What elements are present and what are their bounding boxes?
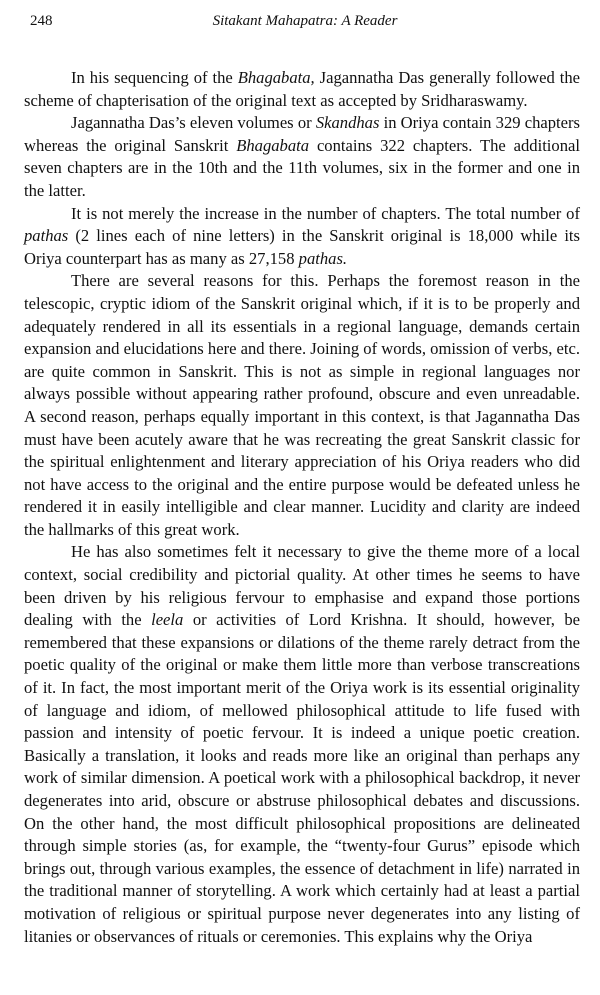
book-title: Sitakant Mahapatra: A Reader [212, 13, 398, 29]
paragraph [24, 270, 580, 541]
italic-text-run: leela [151, 610, 184, 630]
page-number: 248 [30, 13, 53, 29]
italic-text-run: pathas [24, 226, 69, 246]
text-run: Jagannatha Das’s eleven volumes or [71, 113, 316, 133]
paragraph [24, 541, 580, 948]
running-head [30, 9, 580, 33]
italic-text-run: pathas. [298, 248, 348, 268]
italic-text-run: Bhagabata, [237, 68, 315, 87]
paragraph [24, 203, 580, 271]
text-run: In his sequencing of the [71, 68, 238, 87]
text-run: contains 322 chapters. The additional seven chapters are in the 10th and the 11th volumes, six in the former and one in the latter. [24, 135, 580, 200]
text-run: Jagannatha Das generally followed the scheme of chapterisation of the original text as accepted by Sridharaswamy. [24, 68, 580, 110]
italic-text-run: Skandhas [315, 113, 380, 133]
text-run: or activities of Lord Krishna. It should, however, be remembered that these expansions or dilations of the theme rarely detract from the poetic quality of the original or make them little more than verbose transcreations of it. In fact, the most important merit of the Oriya work is its essential originality of language and idiom, of mellowed philosophical attitude to life fused with passion and intensity of poetic fervour. It is indeed a unique poetic creation. Basically a translation, it looks and reads more like an original than perhaps any work of similar dimension. A poetical work with a philosophical backdrop, it never degenerates into arid, obscure or abstruse philosophical debates and discussions. On the other hand, the most difficult philosophical propositions are delineated through simple stories (as, for example, the “twenty-four Gurus” episode which brings out, through various examples, the essence of detachment in life) narrated in the traditional manner of storytelling. A work which certainly had at least a partial motivation of religious or spiritual purpose never degenerates into any listing of litanies or observances of rituals or ceremonies. This explains why the Oriya [24, 610, 581, 946]
body-text [24, 67, 580, 948]
text-run: It is not merely the increase in the number of chapters. The total number of [71, 203, 580, 223]
text-run: in Oriya contain 329 chapters whereas the original Sanskrit [24, 113, 580, 155]
paragraph [24, 67, 580, 112]
text-run: He has also sometimes felt it necessary to give the theme more of a local context, social credibility and pictorial quality. At other times he seems to have been driven by his religious fervour to emphasise and expand those portions dealing with the [24, 542, 580, 630]
text-run: There are several reasons for this. Perhaps the foremost reason in the telescopic, cryptic idiom of the Sanskrit original which, if it is to be properly and adequately rendered in all its essentials in a regional language, demands certain expansion and elucidations here and there. Joining of words, omission of verbs, etc. are quite common in Sanskrit. This is not as simple in regional languages nor always possible without appearing rather profound, obscure and even unreadable. A second reason, perhaps equally important in this context, is that Jagannatha Das must have been acutely aware that he was recreating the great Sanskrit classic for the spiritual enlightenment and literary appreciation of his Oriya readers who did not have access to the original and the entire purpose would be defeated unless he rendered it in easily intelligible and clear manner. Lucidity and clarity are indeed the hallmarks of this great work. [24, 271, 580, 539]
text-run: (2 lines each of nine letters) in the Sanskrit original is 18,000 while its Oriya counterpart has as many as 27,158 [24, 226, 580, 268]
paragraph [24, 112, 580, 202]
italic-text-run: Bhagabata [236, 135, 310, 155]
